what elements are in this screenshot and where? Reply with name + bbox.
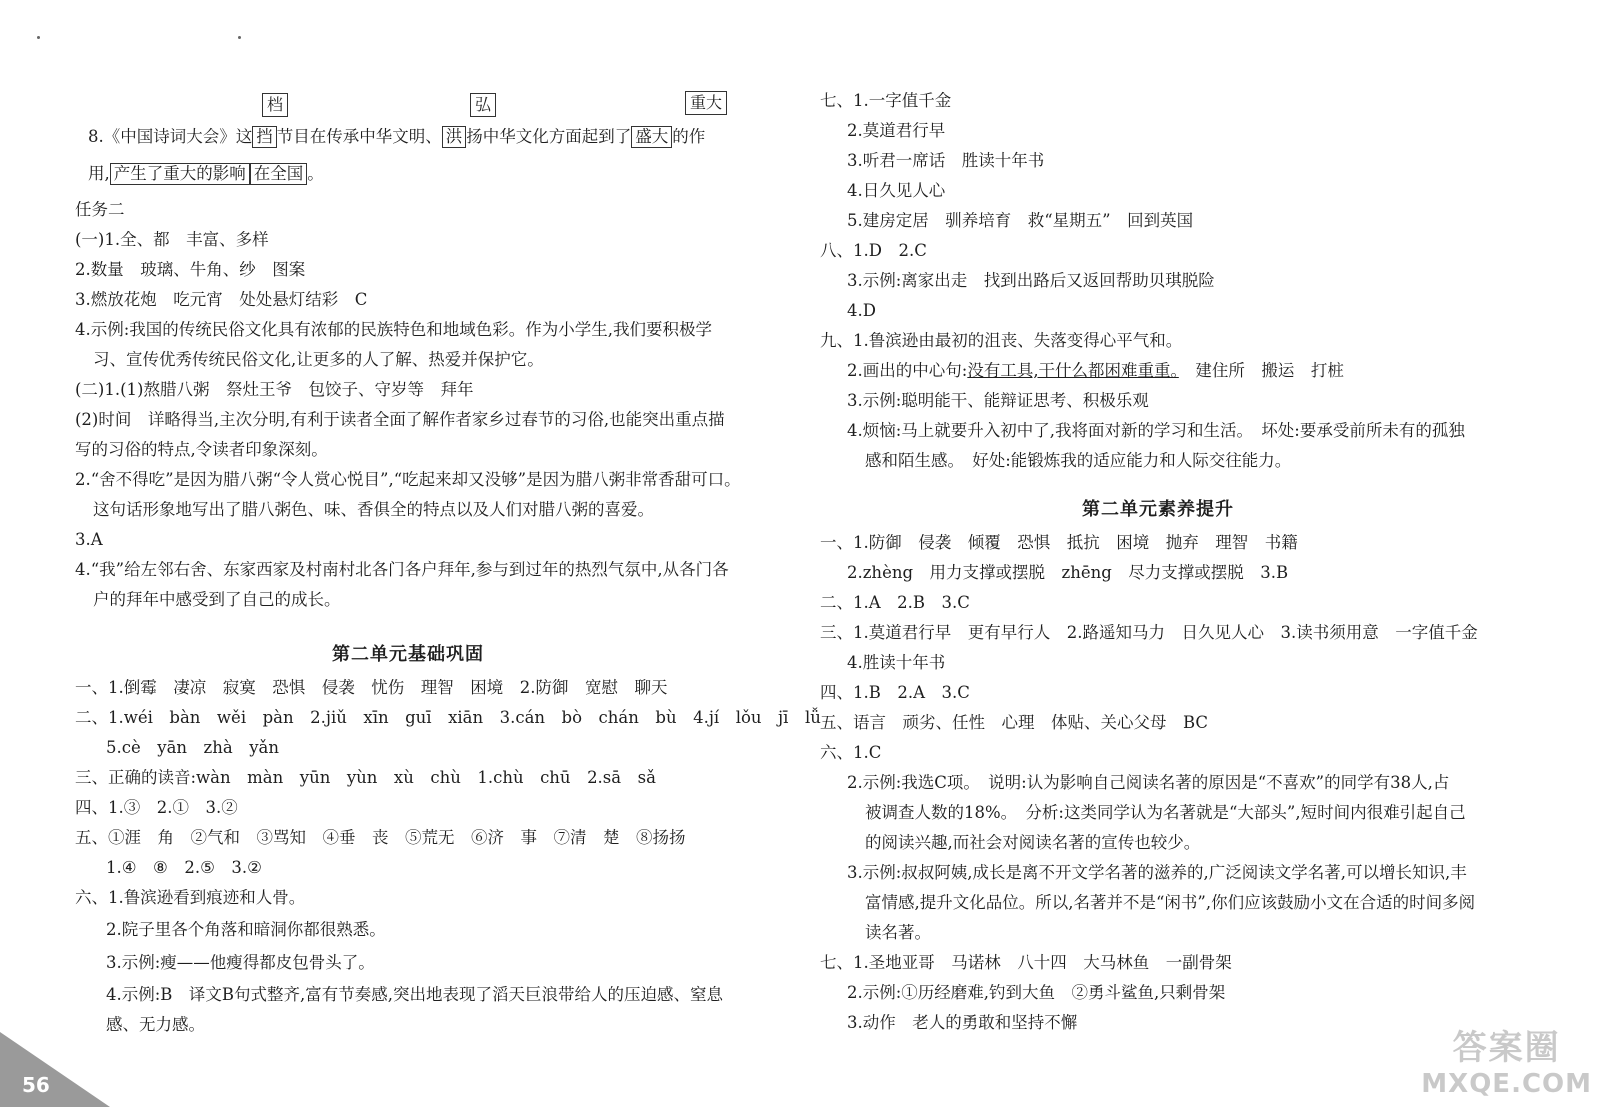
text-line: 二、1.A 2.B 3.C <box>820 593 970 612</box>
text-line: 3.示例:叔叔阿姨,成长是离不开文学名著的滋养的,广泛阅读文学名著,可以增长知识,丰 <box>847 863 1467 882</box>
q8-line2: 用, 产生了重大的影响 在全国 。 <box>88 164 324 183</box>
text-line: 七、1.一字值千金 <box>820 91 952 110</box>
underlined-sentence: 没有工具,干什么都困难重重。 <box>967 361 1179 380</box>
page-number-tab <box>0 1032 120 1107</box>
text-line: 四、1.③ 2.① 3.② <box>75 798 238 817</box>
marked-word: 洪 <box>442 126 467 148</box>
text-line: 5.cè yān zhà yǎn <box>106 738 279 757</box>
text-line: 五、①涯 角 ②气和 ③骂知 ④垂 丧 ⑤荒无 ⑥济 事 ⑦清 楚 ⑧扬扬 <box>75 828 686 847</box>
speck <box>37 36 40 39</box>
text-line: 2.数量 玻璃、牛角、纱 图案 <box>75 260 306 279</box>
text-line: 3.燃放花炮 吃元宵 处处悬灯结彩 C <box>75 290 368 309</box>
text-line: 三、1.莫道君行早 更有早行人 2.路遥知马力 日久见人心 3.读书须用意 一字值千金 <box>820 623 1478 642</box>
text-line: (二)1.(1)熬腊八粥 祭灶王爷 包饺子、守岁等 拜年 <box>75 380 474 399</box>
watermark-logo: 答案圈 MXQE.COM <box>1421 1028 1592 1099</box>
text-line: 2.示例:我选C项。 说明:认为影响自己阅读名著的原因是“不喜欢”的同学有38人,占 <box>847 773 1450 792</box>
page-corner-shape <box>0 1032 110 1107</box>
text-line: 七、1.圣地亚哥 马诺林 八十四 大马林鱼 一副骨架 <box>820 953 1232 972</box>
text-line: 任务二 <box>75 200 125 219</box>
text-line: 二、1.wéi bàn wěi pàn 2.jiǔ xīn guī xiān 3.cán bò chán bù 4.jí lǒu jī lǚ <box>75 708 821 727</box>
text-line: 六、1.C <box>820 743 882 762</box>
text-line: 3.A <box>75 530 103 549</box>
text-line: 4.烦恼:马上就要升入初中了,我将面对新的学习和生活。 坏处:要承受前所未有的孤独 <box>847 421 1465 440</box>
text-line: 1.④ ⑧ 2.⑤ 3.② <box>106 858 262 877</box>
correction-mark: 档 <box>262 93 288 117</box>
text-line: (一)1.全、都 丰富、多样 <box>75 230 269 249</box>
correction-mark: 弘 <box>470 93 496 117</box>
text-line: 4.示例:B 译文B句式整齐,富有节奏感,突出地表现了滔天巨浪带给人的压迫感、窒息 <box>106 985 724 1004</box>
text-line: 的阅读兴趣,而社会对阅读名著的宣传也较少。 <box>865 833 1201 852</box>
text-line: 3.示例:瘦——他瘦得都皮包骨头了。 <box>106 953 375 972</box>
text-line: 4.D <box>847 301 876 320</box>
text-line: 3.听君一席话 胜读十年书 <box>847 151 1045 170</box>
text-line: 读名著。 <box>865 923 931 942</box>
marked-phrase: 产生了重大的影响 <box>110 163 250 185</box>
text-line: 感、无力感。 <box>106 1015 205 1034</box>
text-line: 3.示例:聪明能干、能辩证思考、积极乐观 <box>847 391 1149 410</box>
correction-mark: 重大 <box>685 91 727 115</box>
text-line: 富情感,提升文化品位。所以,名著并不是“闲书”,你们应该鼓励小文在合适的时间多阅 <box>865 893 1476 912</box>
text-line: 4.示例:我国的传统民俗文化具有浓郁的民族特色和地域色彩。作为小学生,我们要积极学 <box>75 320 713 339</box>
section-title: 第二单元素养提升 <box>1082 499 1234 520</box>
text-line: 三、正确的读音:wàn màn yūn yùn xù chù 1.chù chū 2.sā sǎ <box>75 768 656 787</box>
text-line: 五、语言 顽劣、任性 心理 体贴、关心父母 BC <box>820 713 1209 732</box>
text-line: 2.院子里各个角落和暗洞你都很熟悉。 <box>106 920 386 939</box>
text-line: 八、1.D 2.C <box>820 241 927 260</box>
text-line: 被调查人数的18%。 分析:这类同学认为名著就是“大部头”,短时间内很难引起自己 <box>865 803 1466 822</box>
text-line: 习、宣传优秀传统民俗文化,让更多的人了解、热爱并保护它。 <box>93 350 544 369</box>
text-line: 2.莫道君行早 <box>847 121 946 140</box>
text-line: 这句话形象地写出了腊八粥色、味、香俱全的特点以及人们对腊八粥的喜爱。 <box>93 500 654 519</box>
text-line: 写的习俗的特点,令读者印象深刻。 <box>75 440 328 459</box>
text-line: 一、1.防御 侵袭 倾覆 恐惧 抵抗 困境 抛弃 理智 书籍 <box>820 533 1298 552</box>
text-line: 九、1.鲁滨逊由最初的沮丧、失落变得心平气和。 <box>820 331 1183 350</box>
text-line: 3.动作 老人的勇敢和坚持不懈 <box>847 1013 1078 1032</box>
text-line: 一、1.倒霉 凄凉 寂寞 恐惧 侵袭 忧伤 理智 困境 2.防御 宽慰 聊天 <box>75 678 668 697</box>
marked-word: 盛大 <box>631 126 672 148</box>
text-line: 2.画出的中心句:没有工具,干什么都困难重重。 建住所 搬运 打桩 <box>847 361 1344 380</box>
marked-phrase: 在全国 <box>250 163 308 185</box>
text-line: 户的拜年中感受到了自己的成长。 <box>93 590 341 609</box>
text-line: 5.建房定居 驯养培育 救“星期五” 回到英国 <box>847 211 1194 230</box>
q8-line1: 8.《中国诗词大会》这 挡 节目在传承中华文明、 洪 扬中华文化方面起到了 盛大 的作 <box>88 127 706 146</box>
text-line: (2)时间 详略得当,主次分明,有利于读者全面了解作者家乡过春节的习俗,也能突出重点描 <box>75 410 725 429</box>
text-line: 2.zhèng 用力支撑或摆脱 zhēng 尽力支撑或摆脱 3.B <box>847 563 1289 582</box>
text-line: 4.“我”给左邻右舍、东家西家及村南村北各门各户拜年,参与到过年的热烈气氛中,从各门各 <box>75 560 729 579</box>
section-title: 第二单元基础巩固 <box>332 644 484 665</box>
text-line: 2.“舍不得吃”是因为腊八粥“令人赏心悦目”,“吃起来却又没够”是因为腊八粥非常香甜可口。 <box>75 470 741 489</box>
text-line: 4.胜读十年书 <box>847 653 946 672</box>
text-line: 四、1.B 2.A 3.C <box>820 683 970 702</box>
page-number: 56 <box>22 1073 50 1097</box>
text-line: 六、1.鲁滨逊看到痕迹和人骨。 <box>75 888 306 907</box>
text-line: 2.示例:①历经磨难,钓到大鱼 ②勇斗鲨鱼,只剩骨架 <box>847 983 1226 1002</box>
text-line: 感和陌生感。 好处:能锻炼我的适应能力和人际交往能力。 <box>865 451 1292 470</box>
marked-word: 挡 <box>252 126 277 148</box>
speck <box>238 36 241 39</box>
text-line: 3.示例:离家出走 找到出路后又返回帮助贝琪脱险 <box>847 271 1215 290</box>
text-line: 4.日久见人心 <box>847 181 946 200</box>
